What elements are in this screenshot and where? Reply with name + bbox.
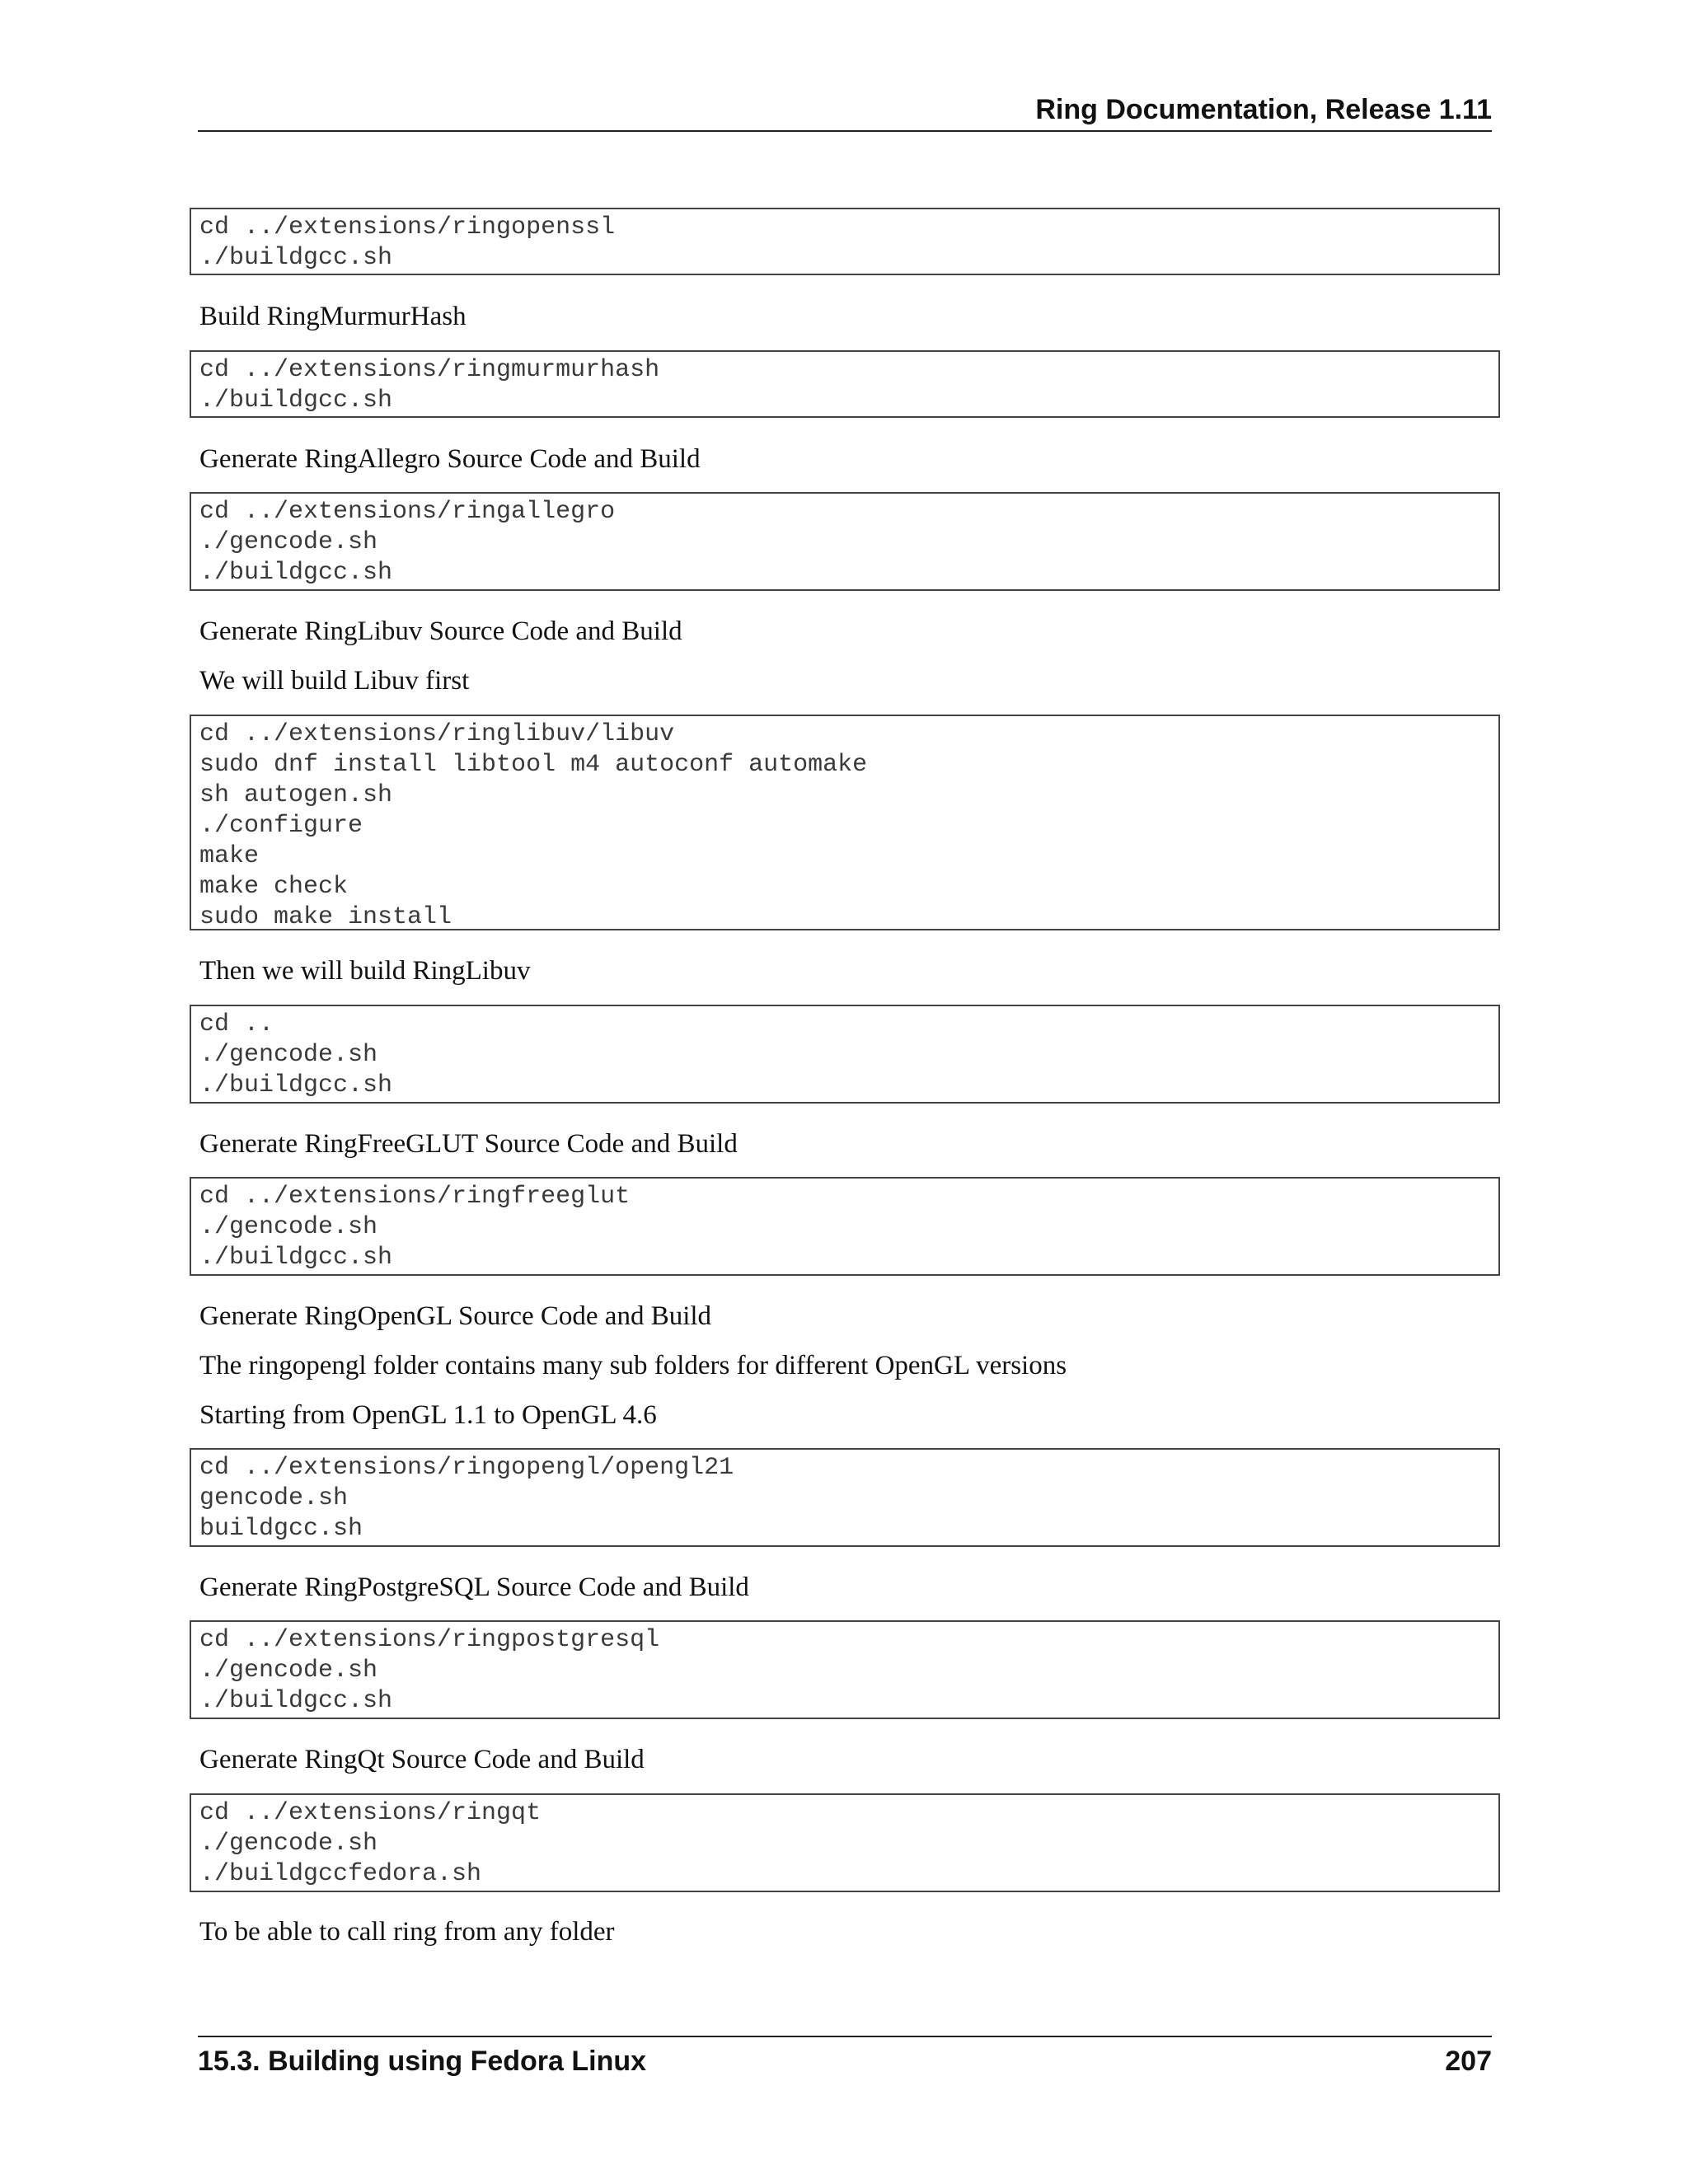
code-block-ringpostgresql: [190, 1620, 1500, 1719]
code-line: ./buildgcc.sh: [199, 1687, 393, 1715]
code-line: ./buildgcc.sh: [199, 559, 393, 587]
paragraph: We will build Libuv first: [199, 666, 470, 696]
code-line: cd ../extensions/ringqt: [199, 1799, 542, 1827]
paragraph: Generate RingAllegro Source Code and Build: [199, 444, 701, 474]
code-line: make check: [199, 873, 349, 901]
paragraph: Generate RingLibuv Source Code and Build: [199, 616, 682, 646]
code-block-ringallegro: [190, 492, 1500, 591]
paragraph: Generate RingOpenGL Source Code and Build: [199, 1301, 712, 1331]
code-line: cd ../extensions/ringallegro: [199, 498, 616, 526]
paragraph: Then we will build RingLibuv: [199, 956, 531, 986]
code-block-ringmurmurhash: [190, 350, 1500, 418]
paragraph: Build RingMurmurHash: [199, 302, 467, 331]
page-footer: [198, 2036, 1492, 2087]
code-line: ./buildgcc.sh: [199, 1071, 393, 1099]
code-line: cd ../extensions/ringfreeglut: [199, 1183, 631, 1211]
code-line: sh autogen.sh: [199, 781, 393, 809]
document-title: Ring Documentation, Release 1.11: [1035, 94, 1492, 125]
code-line: cd ../extensions/ringlibuv/libuv: [199, 720, 675, 748]
code-block-ringopenssl: [190, 208, 1500, 275]
paragraph: Starting from OpenGL 1.1 to OpenGL 4.6: [199, 1400, 657, 1430]
code-line: cd ../extensions/ringmurmurhash: [199, 356, 660, 384]
code-line: sudo make install: [199, 903, 452, 930]
code-line: cd ../extensions/ringopenssl: [199, 213, 616, 241]
code-line: ./buildgcc.sh: [199, 1244, 393, 1272]
paragraph: Generate RingFreeGLUT Source Code and Build: [199, 1129, 738, 1159]
code-line: buildgcc.sh: [199, 1515, 363, 1543]
paragraph: Generate RingPostgreSQL Source Code and Build: [199, 1572, 749, 1602]
code-block-ringlibuv: [190, 1005, 1500, 1104]
code-line: ./gencode.sh: [199, 1830, 378, 1858]
code-line: make: [199, 842, 260, 870]
code-line: ./buildgcc.sh: [199, 244, 393, 272]
code-line: cd ../extensions/ringopengl/opengl21: [199, 1454, 734, 1482]
paragraph: The ringopengl folder contains many sub folders for different OpenGL versions: [199, 1351, 1067, 1380]
code-line: ./gencode.sh: [199, 1213, 378, 1241]
code-line: ./gencode.sh: [199, 1041, 378, 1069]
code-line: ./configure: [199, 812, 363, 840]
code-line: ./gencode.sh: [199, 528, 378, 556]
code-line: sudo dnf install libtool m4 autoconf automake: [199, 751, 868, 779]
code-block-ringqt: [190, 1793, 1500, 1892]
page-number: 207: [1445, 2046, 1492, 2077]
footer-section-title: 15.3. Building using Fedora Linux: [198, 2046, 647, 2077]
code-block-libuv: [190, 715, 1500, 930]
code-line: ./buildgcc.sh: [199, 387, 393, 415]
code-block-ringopengl: [190, 1448, 1500, 1547]
code-block-ringfreeglut: [190, 1177, 1500, 1276]
page-header: [198, 89, 1492, 132]
code-line: gencode.sh: [199, 1484, 349, 1512]
paragraph: To be able to call ring from any folder: [199, 1917, 615, 1947]
code-line: cd ../extensions/ringpostgresql: [199, 1626, 660, 1654]
paragraph: Generate RingQt Source Code and Build: [199, 1745, 645, 1774]
code-line: ./gencode.sh: [199, 1657, 378, 1685]
code-line: ./buildgccfedora.sh: [199, 1860, 482, 1888]
code-line: cd ..: [199, 1010, 274, 1038]
